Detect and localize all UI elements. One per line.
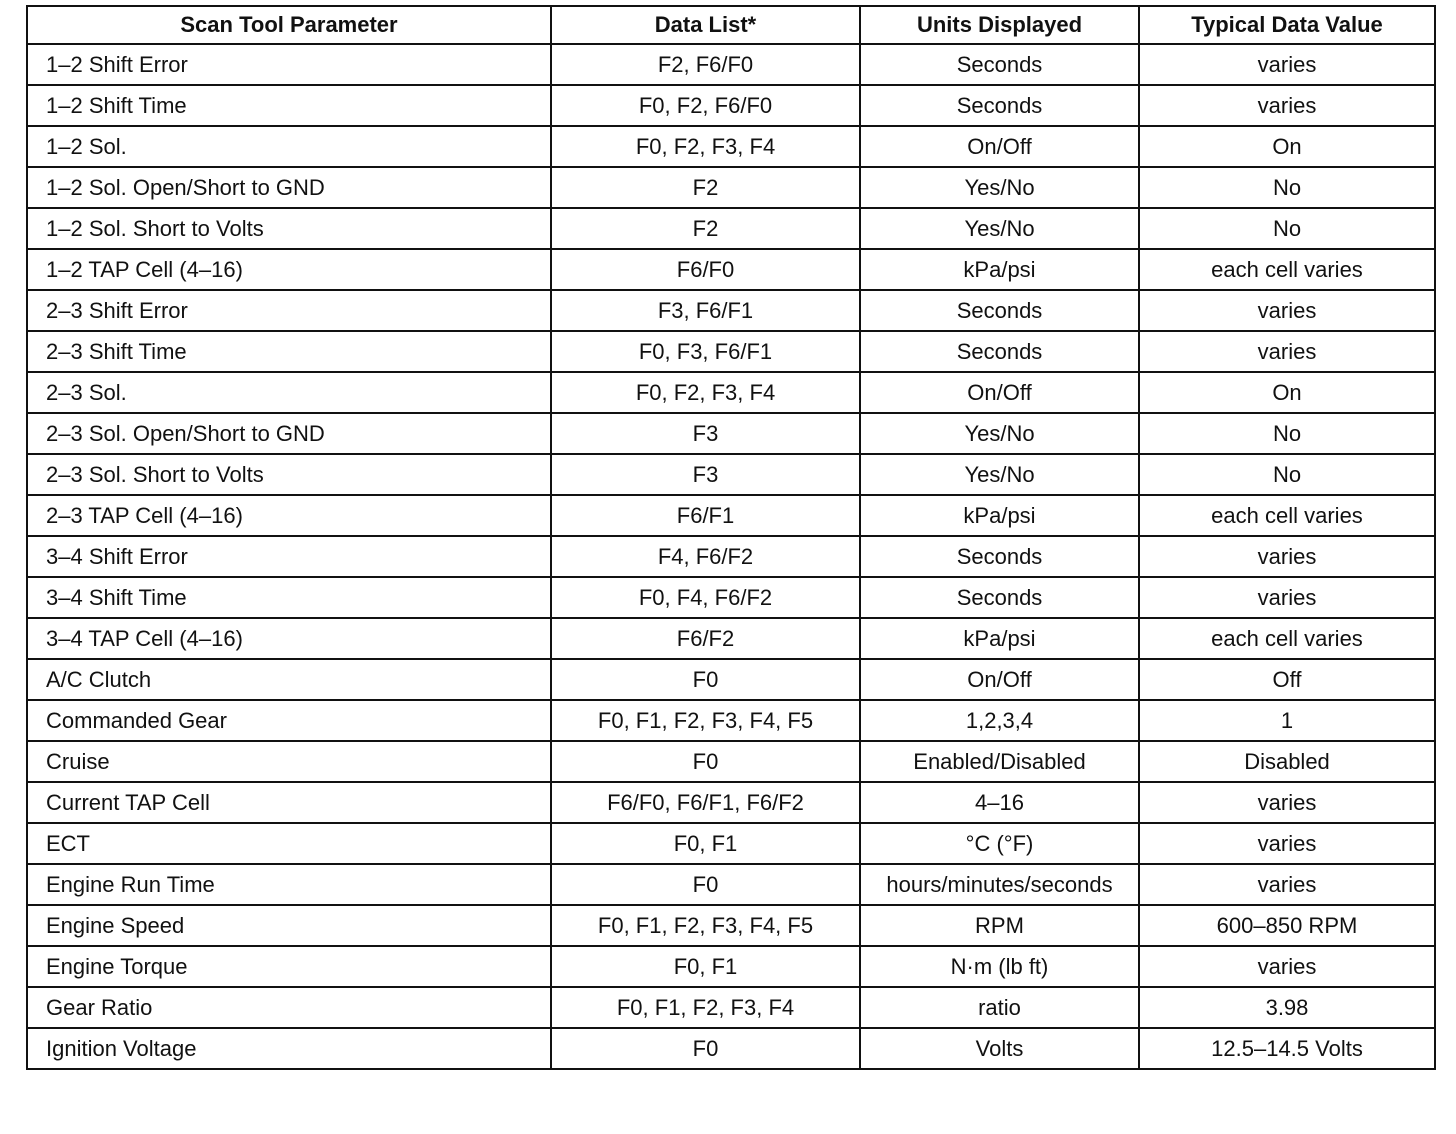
data-list-cell: F0 (551, 1028, 860, 1069)
table-row (27, 536, 1435, 577)
parameter-cell: 2–3 Sol. (27, 372, 551, 413)
typical-value-cell: Disabled (1139, 741, 1435, 782)
units-cell: Seconds (860, 331, 1139, 372)
header-data-list: Data List* (551, 6, 860, 44)
units-cell: Enabled/Disabled (860, 741, 1139, 782)
units-cell: On/Off (860, 372, 1139, 413)
table-row (27, 782, 1435, 823)
table-row (27, 1028, 1435, 1069)
parameter-cell: Engine Speed (27, 905, 551, 946)
data-list-cell: F3 (551, 413, 860, 454)
units-cell: On/Off (860, 126, 1139, 167)
units-cell: Seconds (860, 577, 1139, 618)
units-cell: Seconds (860, 85, 1139, 126)
table-row (27, 905, 1435, 946)
parameter-cell: A/C Clutch (27, 659, 551, 700)
typical-value-cell: No (1139, 454, 1435, 495)
data-list-cell: F6/F1 (551, 495, 860, 536)
typical-value-cell: On (1139, 372, 1435, 413)
header-scan-tool-parameter: Scan Tool Parameter (27, 6, 551, 44)
parameter-cell: 3–4 Shift Error (27, 536, 551, 577)
typical-value-cell: each cell varies (1139, 495, 1435, 536)
units-cell: Yes/No (860, 208, 1139, 249)
header-units-displayed: Units Displayed (860, 6, 1139, 44)
parameter-cell: 2–3 Shift Time (27, 331, 551, 372)
units-cell: RPM (860, 905, 1139, 946)
data-list-cell: F6/F0, F6/F1, F6/F2 (551, 782, 860, 823)
table-row (27, 44, 1435, 85)
table-row (27, 372, 1435, 413)
table-row (27, 700, 1435, 741)
table-row (27, 864, 1435, 905)
data-list-cell: F0, F1 (551, 946, 860, 987)
table-row (27, 454, 1435, 495)
units-cell: Seconds (860, 536, 1139, 577)
header-typical-data-value: Typical Data Value (1139, 6, 1435, 44)
parameter-cell: Ignition Voltage (27, 1028, 551, 1069)
typical-value-cell: varies (1139, 85, 1435, 126)
data-list-cell: F0 (551, 659, 860, 700)
parameter-cell: 3–4 TAP Cell (4–16) (27, 618, 551, 659)
parameter-cell: Cruise (27, 741, 551, 782)
data-list-cell: F0, F1, F2, F3, F4 (551, 987, 860, 1028)
data-list-cell: F0 (551, 864, 860, 905)
table-row (27, 823, 1435, 864)
units-cell: kPa/psi (860, 249, 1139, 290)
typical-value-cell: varies (1139, 331, 1435, 372)
table-row (27, 413, 1435, 454)
data-list-cell: F0, F1, F2, F3, F4, F5 (551, 700, 860, 741)
data-list-cell: F2 (551, 167, 860, 208)
parameter-cell: Gear Ratio (27, 987, 551, 1028)
data-list-cell: F0, F1, F2, F3, F4, F5 (551, 905, 860, 946)
parameter-cell: 1–2 Sol. (27, 126, 551, 167)
table-row (27, 987, 1435, 1028)
typical-value-cell: On (1139, 126, 1435, 167)
parameter-cell: Engine Run Time (27, 864, 551, 905)
units-cell: °C (°F) (860, 823, 1139, 864)
typical-value-cell: varies (1139, 290, 1435, 331)
table-row (27, 331, 1435, 372)
parameter-cell: 1–2 Sol. Short to Volts (27, 208, 551, 249)
table-body (27, 44, 1435, 1069)
typical-value-cell: varies (1139, 946, 1435, 987)
parameter-cell: ECT (27, 823, 551, 864)
data-list-cell: F0 (551, 741, 860, 782)
typical-value-cell: 12.5–14.5 Volts (1139, 1028, 1435, 1069)
parameter-cell: 2–3 Sol. Short to Volts (27, 454, 551, 495)
typical-value-cell: varies (1139, 823, 1435, 864)
parameter-cell: 2–3 Shift Error (27, 290, 551, 331)
parameter-cell: 1–2 Shift Error (27, 44, 551, 85)
parameter-cell: 2–3 TAP Cell (4–16) (27, 495, 551, 536)
data-list-cell: F6/F2 (551, 618, 860, 659)
parameter-cell: 1–2 Sol. Open/Short to GND (27, 167, 551, 208)
units-cell: kPa/psi (860, 495, 1139, 536)
units-cell: Yes/No (860, 413, 1139, 454)
units-cell: N·m (lb ft) (860, 946, 1139, 987)
typical-value-cell: varies (1139, 864, 1435, 905)
table-row (27, 249, 1435, 290)
units-cell: On/Off (860, 659, 1139, 700)
table-row (27, 208, 1435, 249)
data-list-cell: F3, F6/F1 (551, 290, 860, 331)
data-list-cell: F2, F6/F0 (551, 44, 860, 85)
data-list-cell: F2 (551, 208, 860, 249)
units-cell: Yes/No (860, 167, 1139, 208)
typical-value-cell: varies (1139, 782, 1435, 823)
units-cell: Seconds (860, 290, 1139, 331)
units-cell: 1,2,3,4 (860, 700, 1139, 741)
typical-value-cell: varies (1139, 44, 1435, 85)
table-header (27, 6, 1435, 44)
typical-value-cell: 3.98 (1139, 987, 1435, 1028)
typical-value-cell: each cell varies (1139, 249, 1435, 290)
typical-value-cell: varies (1139, 536, 1435, 577)
units-cell: ratio (860, 987, 1139, 1028)
table-row (27, 495, 1435, 536)
table-row (27, 946, 1435, 987)
table-row (27, 126, 1435, 167)
units-cell: 4–16 (860, 782, 1139, 823)
units-cell: Yes/No (860, 454, 1139, 495)
units-cell: Seconds (860, 44, 1139, 85)
scan-tool-parameter-table (26, 5, 1436, 1070)
data-list-cell: F0, F2, F6/F0 (551, 85, 860, 126)
table-row (27, 290, 1435, 331)
scan-tool-data-sheet (26, 5, 1434, 1070)
typical-value-cell: Off (1139, 659, 1435, 700)
data-list-cell: F3 (551, 454, 860, 495)
data-list-cell: F0, F2, F3, F4 (551, 372, 860, 413)
typical-value-cell: No (1139, 208, 1435, 249)
data-list-cell: F4, F6/F2 (551, 536, 860, 577)
data-list-cell: F0, F3, F6/F1 (551, 331, 860, 372)
units-cell: Volts (860, 1028, 1139, 1069)
data-list-cell: F0, F1 (551, 823, 860, 864)
typical-value-cell: No (1139, 413, 1435, 454)
units-cell: kPa/psi (860, 618, 1139, 659)
parameter-cell: Engine Torque (27, 946, 551, 987)
typical-value-cell: 1 (1139, 700, 1435, 741)
typical-value-cell: varies (1139, 577, 1435, 618)
table-row (27, 85, 1435, 126)
data-list-cell: F0, F4, F6/F2 (551, 577, 860, 618)
parameter-cell: 2–3 Sol. Open/Short to GND (27, 413, 551, 454)
parameter-cell: 3–4 Shift Time (27, 577, 551, 618)
parameter-cell: Commanded Gear (27, 700, 551, 741)
data-list-cell: F0, F2, F3, F4 (551, 126, 860, 167)
typical-value-cell: No (1139, 167, 1435, 208)
parameter-cell: 1–2 TAP Cell (4–16) (27, 249, 551, 290)
data-list-cell: F6/F0 (551, 249, 860, 290)
typical-value-cell: each cell varies (1139, 618, 1435, 659)
table-row (27, 577, 1435, 618)
parameter-cell: 1–2 Shift Time (27, 85, 551, 126)
units-cell: hours/minutes/seconds (860, 864, 1139, 905)
header-row (27, 6, 1435, 44)
table-row (27, 167, 1435, 208)
parameter-cell: Current TAP Cell (27, 782, 551, 823)
table-row (27, 741, 1435, 782)
typical-value-cell: 600–850 RPM (1139, 905, 1435, 946)
table-row (27, 618, 1435, 659)
table-row (27, 659, 1435, 700)
